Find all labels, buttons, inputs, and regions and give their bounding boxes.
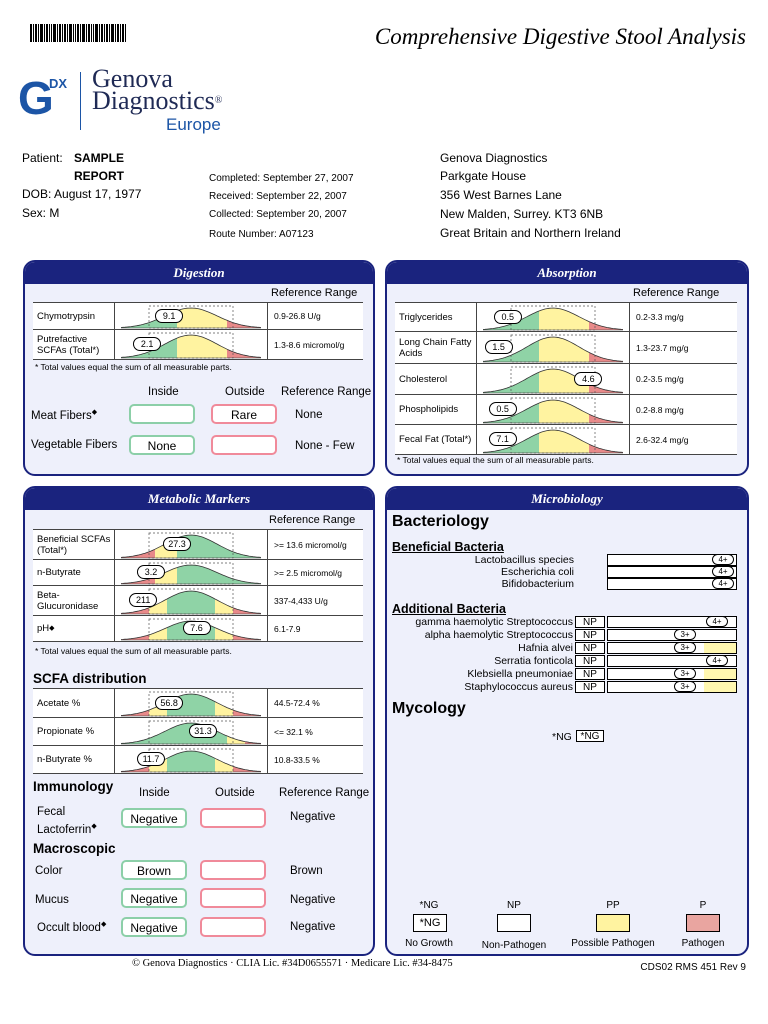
date-collected: Collected: September 20, 2007 <box>209 209 347 220</box>
row-range: 1.3-23.7 mg/g <box>636 342 689 353</box>
row-range: 6.1-7.9 <box>274 623 301 634</box>
document-title: Comprehensive Digestive Stool Analysis <box>374 24 746 49</box>
bacteria-level-bar <box>607 566 737 578</box>
row-name: Cholesterol <box>395 364 477 394</box>
curve-zone-1 <box>505 372 539 393</box>
absorption-title: Absorption <box>387 262 747 284</box>
table-row <box>33 303 363 330</box>
bell-curve-icon <box>115 530 267 560</box>
row-name: Triglycerides <box>395 303 477 331</box>
color-outside <box>200 860 266 880</box>
logo-divider <box>80 72 81 130</box>
date-received: Received: September 22, 2007 <box>209 191 347 202</box>
legend-p-label: Pathogen <box>681 938 725 949</box>
bell-curve-icon <box>115 689 267 718</box>
legend-ng-box: *NG <box>413 914 447 932</box>
curve-zone-2 <box>539 337 589 362</box>
table-row <box>33 746 363 774</box>
range-curve <box>115 560 268 585</box>
bacteria-name: Klebsiella pneumoniae <box>467 668 573 680</box>
mycology-label: *NG <box>552 731 572 743</box>
row-range: 0.9-26.8 U/g <box>274 311 321 321</box>
row-name: Phospholipids <box>395 395 477 424</box>
result-value-marker: 56.8 <box>155 696 183 710</box>
result-value-marker: 211 <box>129 593 157 607</box>
route-number: Route Number: A07123 <box>209 229 314 240</box>
level-badge: 3+ <box>674 642 696 653</box>
range-curve <box>477 425 630 454</box>
bacteria-level-bar <box>607 668 737 680</box>
occult-blood-ref: Negative <box>290 921 336 933</box>
bacteria-level-bar <box>607 554 737 566</box>
row-name: n-Butyrate <box>33 560 115 585</box>
total-note: * Total values equal the sum of all measurable parts. <box>35 646 232 656</box>
result-value-marker: 1.5 <box>485 340 513 354</box>
range-curve <box>115 746 268 773</box>
total-note: * Total values equal the sum of all measurable parts. <box>397 455 594 465</box>
bacteria-name: Hafnia alvei <box>518 642 573 654</box>
mucus-ref: Negative <box>290 894 336 906</box>
range-curve <box>115 718 268 745</box>
legend-ng-head: *NG <box>419 900 439 911</box>
mucus-label: Mucus <box>35 894 69 906</box>
patient-name-line1: SAMPLE <box>74 151 125 165</box>
patient-sex: Sex: M <box>22 206 60 220</box>
occult-blood-outside <box>200 917 266 937</box>
bacteria-level-bar <box>607 642 737 654</box>
legend-p-box <box>686 914 720 932</box>
curve-zone-2 <box>167 751 215 772</box>
col-inside: Inside <box>139 787 170 799</box>
lactoferrin-ref: Negative <box>290 811 336 823</box>
veg-fibers-inside: None <box>129 435 195 455</box>
range-curve <box>115 330 268 359</box>
range-curve <box>477 395 630 424</box>
result-value-marker: 27.3 <box>163 537 191 551</box>
absorption-table <box>395 302 737 455</box>
table-row <box>33 330 363 360</box>
row-range: 0.2-3.3 mg/g <box>636 312 684 322</box>
level-badge: 4+ <box>712 578 734 589</box>
occult-blood-label: Occult blood◆ <box>37 921 107 934</box>
patient-dob: DOB: August 17, 1977 <box>22 187 142 201</box>
row-range: 10.8-33.5 % <box>274 754 320 765</box>
lactoferrin-outside <box>200 808 266 828</box>
lab-address-4: Great Britain and Northern Ireland <box>440 226 621 240</box>
row-range: 337-4,433 U/g <box>274 595 328 606</box>
logo-mark-letter: G <box>18 72 54 120</box>
veg-fibers-ref: None - Few <box>295 440 355 452</box>
curve-zone-2 <box>177 335 227 358</box>
bacteria-name: Staphylococcus aureus <box>464 681 573 693</box>
row-name: Putrefactive SCFAs (Total*) <box>33 330 115 359</box>
digestion-title: Digestion <box>25 262 373 284</box>
legend-p-head: P <box>699 900 707 911</box>
bacteria-name: Lactobacillus species <box>474 554 574 566</box>
legend-pp-label: Possible Pathogen <box>571 938 655 949</box>
table-row <box>395 425 737 455</box>
digestion-ref-header: Reference Range <box>271 287 358 299</box>
metabolic-table <box>33 529 363 642</box>
logo-word-europe: Europe <box>166 115 221 134</box>
col-reference: Reference Range <box>279 787 370 799</box>
row-name: Acetate % <box>33 689 115 717</box>
logo-word-genova: Genova <box>92 64 173 93</box>
table-row <box>33 689 363 718</box>
lactoferrin-label-2: Lactoferrin◆ <box>37 823 97 836</box>
bacteria-name: alpha haemolytic Streptococcus <box>424 629 573 641</box>
legend-np-box <box>497 914 531 932</box>
range-curve <box>115 616 268 641</box>
bacteria-level-bar <box>607 616 737 628</box>
np-tag: NP <box>575 668 605 680</box>
bacteria-name: gamma haemolytic Streptococcus <box>415 616 573 628</box>
legend-pp-box <box>596 914 630 932</box>
row-range: 0.2-3.5 mg/g <box>636 374 684 384</box>
curve-zone-2 <box>539 308 589 330</box>
col-reference: Reference Range <box>281 386 372 398</box>
lab-name: Genova Diagnostics <box>440 151 548 165</box>
logo-registered: ® <box>214 95 223 106</box>
digestion-table <box>33 302 363 360</box>
range-curve <box>115 303 268 329</box>
row-range: 44.5-72.4 % <box>274 698 320 708</box>
digestion-panel <box>23 260 375 476</box>
row-name: Chymotrypsin <box>33 303 115 329</box>
mucus-inside: Negative <box>121 888 187 908</box>
level-badge: 4+ <box>712 566 734 577</box>
legend-pp-head: PP <box>606 900 620 911</box>
level-badge: 3+ <box>674 668 696 679</box>
row-range: <= 32.1 % <box>274 726 313 737</box>
np-tag: NP <box>575 642 605 654</box>
result-value-marker: 9.1 <box>155 309 183 323</box>
color-inside: Brown <box>121 860 187 880</box>
microbiology-title: Microbiology <box>387 488 747 510</box>
table-row <box>33 560 363 586</box>
meat-fibers-outside: Rare <box>211 404 277 424</box>
pp-fill <box>704 669 736 679</box>
total-note: * Total values equal the sum of all measurable parts. <box>35 362 232 372</box>
meat-fibers-label: Meat Fibers◆ <box>31 409 98 422</box>
bacteria-name: Bifidobacterium <box>501 578 574 590</box>
range-curve <box>115 530 268 559</box>
level-badge: 4+ <box>712 554 734 565</box>
row-name: Beta-Glucuronidase <box>33 586 115 615</box>
mucus-outside <box>200 888 266 908</box>
scfa-table <box>33 688 363 774</box>
table-row <box>33 586 363 616</box>
level-badge: 3+ <box>674 681 696 692</box>
pp-fill <box>704 643 736 653</box>
bacteria-name: Serratia fonticola <box>494 655 573 667</box>
range-curve <box>477 364 630 394</box>
curve-zone-2 <box>539 400 589 423</box>
bacteria-level-bar <box>607 681 737 693</box>
row-name: Propionate % <box>33 718 115 745</box>
lactoferrin-inside: Negative <box>121 808 187 828</box>
table-row <box>395 395 737 425</box>
legend-ng-label: No Growth <box>405 938 453 949</box>
result-value-marker: 31.3 <box>189 724 217 738</box>
bacteria-level-bar <box>607 578 737 590</box>
mycology-title: Mycology <box>392 700 466 717</box>
result-value-marker: 11.7 <box>137 752 165 766</box>
footer-license: © Genova Diagnostics · CLIA Lic. #34D0655571 · Medicare Lic. #34-8475 <box>132 958 453 969</box>
row-range: >= 13.6 micromol/g <box>274 539 347 550</box>
footer-form-code: CDS02 RMS 451 Rev 9 <box>640 962 746 973</box>
table-row <box>33 718 363 746</box>
result-value-marker: 4.6 <box>574 372 602 386</box>
np-tag: NP <box>575 629 605 641</box>
barcode <box>30 24 126 42</box>
bell-curve-icon <box>477 364 629 395</box>
result-value-marker: 7.1 <box>489 432 517 446</box>
additional-bacteria-title: Additional Bacteria <box>392 602 506 616</box>
veg-fibers-label: Vegetable Fibers <box>31 439 118 451</box>
row-range: 1.3-8.6 micromol/g <box>274 339 345 350</box>
immunology-title: Immunology <box>33 779 114 794</box>
beneficial-bacteria-title: Beneficial Bacteria <box>392 540 504 554</box>
row-name: Long Chain Fatty Acids <box>395 332 477 363</box>
bacteria-level-bar <box>607 655 737 667</box>
curve-zone-2 <box>539 430 589 453</box>
color-ref: Brown <box>290 865 323 877</box>
np-tag: NP <box>575 616 605 628</box>
range-curve <box>477 303 630 331</box>
metabolic-panel <box>23 486 375 956</box>
curve-zone-2 <box>167 591 215 614</box>
row-range: 0.2-8.8 mg/g <box>636 404 684 415</box>
absorption-panel <box>385 260 749 476</box>
pp-fill <box>704 682 736 692</box>
veg-fibers-outside <box>211 435 277 455</box>
macroscopic-title: Macroscopic <box>33 841 116 856</box>
metabolic-title: Metabolic Markers <box>25 488 373 510</box>
level-badge: 4+ <box>706 655 728 666</box>
microbiology-panel <box>385 486 749 956</box>
lab-address-2: 356 West Barnes Lane <box>440 188 562 202</box>
col-outside: Outside <box>215 787 255 799</box>
table-row <box>33 616 363 642</box>
genova-logo-icon <box>18 70 78 120</box>
row-name: pH ◆ <box>33 616 115 641</box>
logo-wordmark <box>92 64 223 115</box>
lab-address-3: New Malden, Surrey. KT3 6NB <box>440 207 604 221</box>
legend-np-head: NP <box>507 900 521 911</box>
metabolic-ref-header: Reference Range <box>269 514 356 526</box>
meat-fibers-ref: None <box>295 409 323 421</box>
lactoferrin-label-1: Fecal <box>37 806 66 818</box>
meat-fibers-inside <box>129 404 195 424</box>
row-name: Beneficial SCFAs (Total*) <box>33 530 115 559</box>
range-curve <box>115 689 268 717</box>
logo-word-diagnostics: Diagnostics <box>92 86 215 115</box>
bacteriology-title: Bacteriology <box>392 513 489 530</box>
row-range: 2.6-32.4 mg/g <box>636 434 689 445</box>
curve-zone-2 <box>177 565 261 584</box>
level-badge: 4+ <box>706 616 728 627</box>
bell-curve-icon <box>115 303 267 330</box>
date-completed: Completed: September 27, 2007 <box>209 173 354 184</box>
range-curve <box>115 586 268 615</box>
legend-np-label: Non-Pathogen <box>481 940 547 951</box>
bacteria-name: Escherichia coli <box>501 566 574 578</box>
scfa-distribution-title: SCFA distribution <box>33 671 147 686</box>
mycology-value: *NG <box>576 730 604 742</box>
bacteria-level-bar <box>607 629 737 641</box>
level-badge: 3+ <box>674 629 696 640</box>
table-row <box>395 303 737 332</box>
lab-address-1: Parkgate House <box>440 169 527 183</box>
curve-zone-2 <box>177 308 227 328</box>
absorption-ref-header: Reference Range <box>633 287 720 299</box>
table-row <box>395 332 737 364</box>
result-value-marker: 7.6 <box>183 621 211 635</box>
row-name: n-Butyrate % <box>33 746 115 773</box>
logo-mark-sup: DX <box>49 76 68 91</box>
row-name: Fecal Fat (Total*) <box>395 425 477 454</box>
table-row <box>395 364 737 395</box>
occult-blood-inside: Negative <box>121 917 187 937</box>
np-tag: NP <box>575 655 605 667</box>
np-tag: NP <box>575 681 605 693</box>
patient-label: Patient: <box>22 151 63 165</box>
table-row <box>33 530 363 560</box>
col-inside: Inside <box>148 386 179 398</box>
range-curve <box>477 332 630 363</box>
color-label: Color <box>35 865 63 877</box>
result-value-marker: 2.1 <box>133 337 161 351</box>
row-range: >= 2.5 micromol/g <box>274 567 343 578</box>
result-value-marker: 0.5 <box>489 402 517 416</box>
result-value-marker: 0.5 <box>494 310 522 324</box>
patient-name-line2: REPORT <box>74 169 125 183</box>
result-value-marker: 3.2 <box>137 565 165 579</box>
col-outside: Outside <box>225 386 265 398</box>
